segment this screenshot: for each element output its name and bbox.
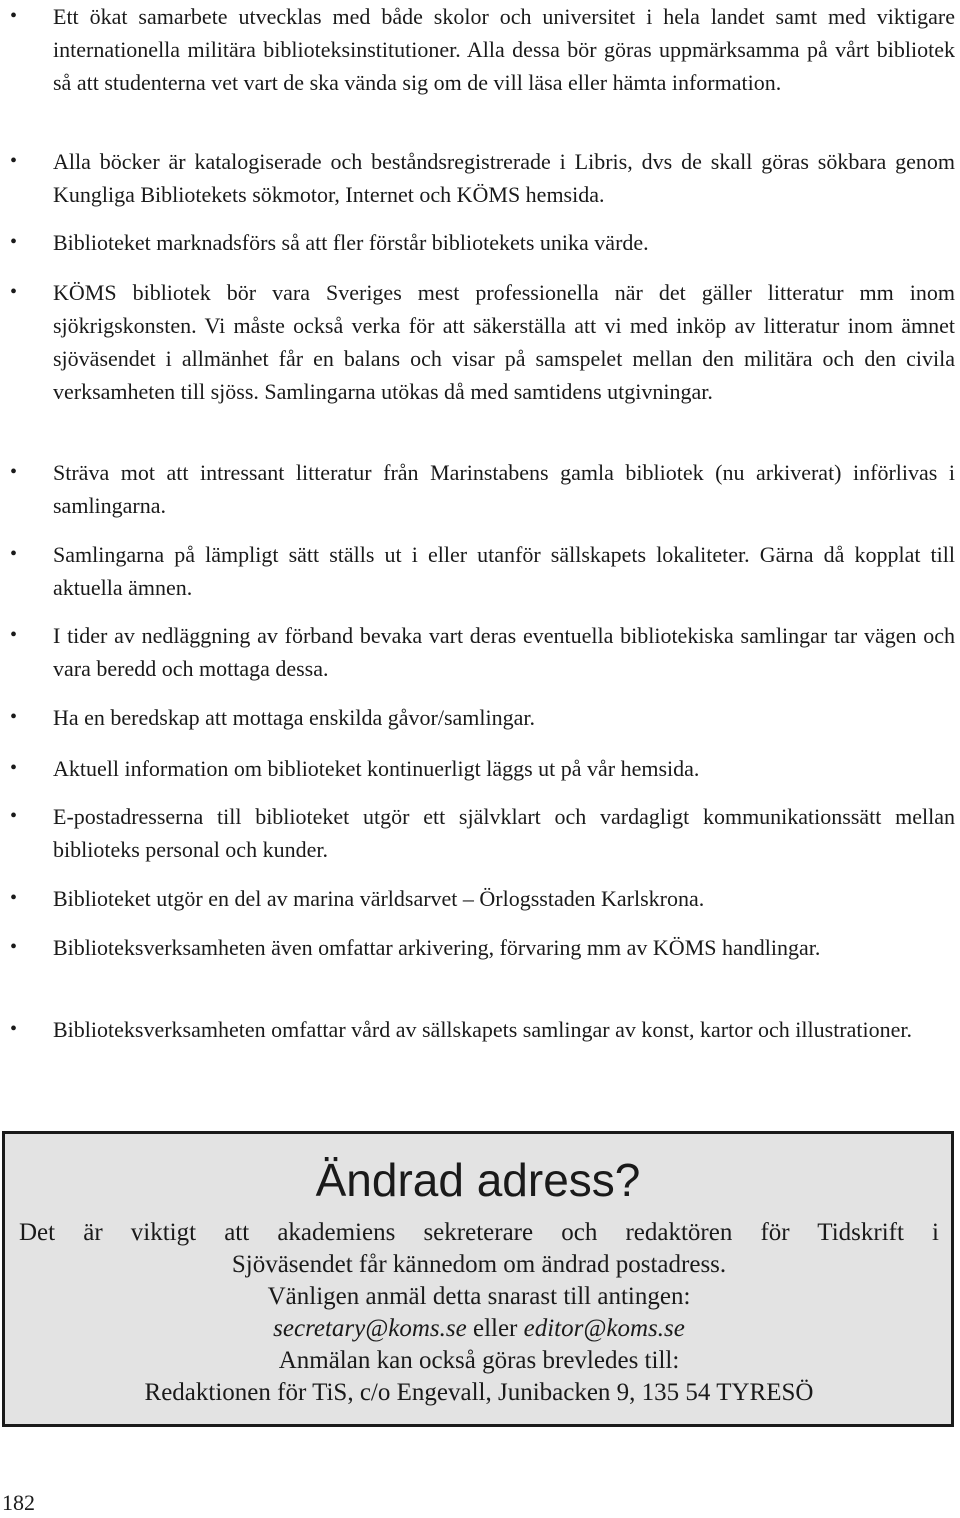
list-item-text: Biblioteket marknadsförs så att fler förstår bibliotekets unika värde.: [53, 230, 649, 255]
notice-body: [19, 1217, 939, 1409]
notice-email-line: [19, 1313, 939, 1345]
list-item-text: KÖMS bibliotek bör vara Sveriges mest professionella när det gäller litteratur mm inom sjökrigskonsten. Vi måste också verka för att säkerställa att vi med inköp av litteratur inom ämnet sjöväsendet i allmänhet får en balans och visar på samspelet mellan den militära och den civila verksamheten till sjöss. Samlingarna utökas då med samtidens utgivningar.: [53, 280, 955, 404]
list-item-text: Ha en beredskap att mottaga enskilda gåvor/samlingar.: [53, 705, 536, 730]
bullet-marker: •: [10, 1018, 18, 1040]
list-item-text: Aktuell information om biblioteket kontinuerligt läggs ut på vår hemsida.: [53, 756, 700, 781]
notice-title: Ändrad adress?: [315, 1154, 641, 1206]
bullet-marker: •: [10, 757, 18, 779]
list-item-text: Sträva mot att intressant litteratur från Marinstabens gamla bibliotek (nu arkiverat) införlivas i samlingarna.: [53, 460, 955, 518]
notice-connector: eller: [472, 1315, 518, 1342]
notice-line: Det är viktigt att akademiens sekreterare och redaktören för Tidskrift i: [19, 1219, 939, 1246]
notice-line: Sjöväsendet får kännedom om ändrad postadress.: [231, 1251, 727, 1278]
notice-line: Vänligen anmäl detta snarast till antingen:: [267, 1283, 691, 1310]
bullet-marker: •: [10, 150, 18, 172]
bullet-marker: •: [10, 805, 18, 827]
list-item-text: Ett ökat samarbete utvecklas med både skolor och universitet i hela landet samt med viktigare internationella militära biblioteksinstitutioner. Alla dessa bör göras uppmärksamma på vårt bibliotek så att studenterna vet vart de ska vända sig om de vill läsa eller hämta information.: [53, 4, 955, 95]
bullet-marker: •: [10, 936, 18, 958]
notice-address: Redaktionen för TiS, c/o Engevall, Junibacken 9, 135 54 TYRESÖ: [144, 1379, 814, 1406]
list-item-text: I tider av nedläggning av förband bevaka vart deras eventuella bibliotekiska samlingar tar vägen och vara beredd och mottaga dessa.: [53, 623, 955, 681]
list-item-text: Samlingarna på lämpligt sätt ställs ut i eller utanför sällskapets lokaliteter. Gärna då kopplat till aktuella ämnen.: [53, 542, 955, 600]
bullet-marker: •: [10, 543, 18, 565]
notice-line: Anmälan kan också göras brevledes till:: [278, 1347, 680, 1374]
bullet-marker: •: [10, 461, 18, 483]
list-item-text: Biblioteksverksamheten omfattar vård av sällskapets samlingar av konst, kartor och illustrationer.: [53, 1017, 912, 1042]
address-change-notice: [2, 1131, 954, 1427]
bullet-marker: •: [10, 624, 18, 646]
editor-email-link[interactable]: editor@koms.se: [523, 1315, 685, 1342]
bullet-marker: •: [10, 706, 18, 728]
bullet-marker: •: [10, 5, 18, 27]
page-number: 182: [2, 1490, 35, 1515]
bullet-marker: •: [10, 281, 18, 303]
list-item-text: Alla böcker är katalogiserade och beståndsregistrerade i Libris, dvs de skall göras sökbara genom Kungliga Bibliotekets sökmotor, Internet och KÖMS hemsida.: [53, 149, 955, 207]
list-item-text: Biblioteket utgör en del av marina världsarvet – Örlogsstaden Karlskrona.: [53, 886, 705, 911]
list-item-text: Biblioteksverksamheten även omfattar arkivering, förvaring mm av KÖMS handlingar.: [53, 935, 821, 960]
secretary-email-link[interactable]: secretary@koms.se: [273, 1315, 467, 1342]
list-item-text: E-postadresserna till biblioteket utgör ett självklart och vardagligt kommunikationssätt mellan biblioteks personal och kunder.: [53, 804, 955, 862]
bullet-marker: •: [10, 887, 18, 909]
bullet-marker: •: [10, 231, 18, 253]
